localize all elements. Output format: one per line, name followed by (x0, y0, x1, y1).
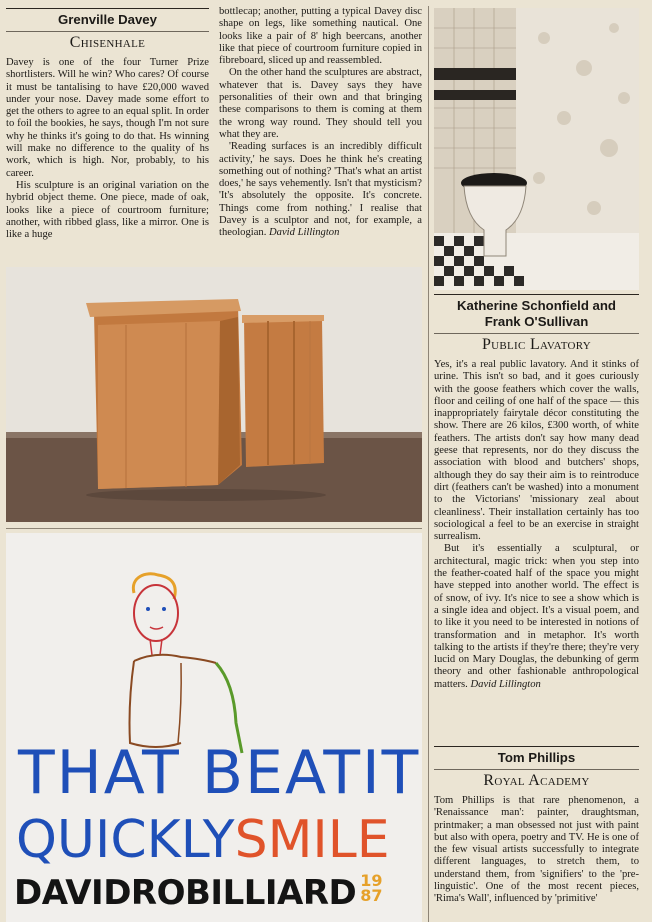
davey-para-2: His sculpture is an original variation on the hybrid object theme. One piece, made of oak, looks like a piece of courtroom furniture; another, with ribbed glass, like a mirror. One is like a huge (6, 179, 209, 241)
heading-rule (6, 31, 209, 32)
davey-para-3: bottlecap; another, putting a typical Davey disc shape on legs, like something nautical. One looks like a pair of 8' high beercans, another like that piece of courtroom furniture copied in fibreboard, sliced up and reassembled. (219, 6, 422, 67)
phillips-heading-rule (434, 769, 639, 770)
phillips-top-rule (434, 746, 639, 747)
schonfield-byline: David Lillington (470, 678, 541, 690)
painting-line-2 (16, 809, 421, 871)
schonfield-para-2: But it's essentially a sculptural, or architectural, magic trick: when you step into the feather-coated half of the space you might have stepped into another world. The effect is of snow, of ivy. It's nice to see a show which is a single idea and object. It's a visual poem, and to like it you need to be interested in notions of transformation and in metaphor. It's worth talking to the artists if they're there; they're very lucid on Mary Douglas, the debunking of germ theory and other fashionable anthropological matters. David Lillington (434, 543, 639, 690)
painting-year (360, 873, 382, 903)
davey-left-column (6, 8, 209, 241)
schonfield-para-1: Yes, it's a real public lavatory. And it stinks of urine. This isn't so bad, and it goes curiously with the goose feathers which cover the walls, floor and ceiling of one half of the space — this inappropriately fairytale décor constituting the show. There are 26 kilos, £300 worth, of white feathers. The artists don't say how many dead geese that represents, nor do they discuss the association with blood and butchers' shops, although they do say their aim is to reintroduce dirt (feathers can't be washed) into a monument to the Victorians' 'missionary zeal about cleanliness'. Their installation certainly has too sociological a feel to be an exercise in straight surrealism. (434, 359, 639, 543)
davey-artist-name: Grenville Davey (58, 12, 157, 27)
sculpture-image (6, 267, 422, 522)
sculpture-photo (6, 267, 422, 522)
davey-para-1: Davey is one of the four Turner Prize shortlisters. Will he win? Who cares? Of course it must be tantalising to have £20,000 waved under your nose. Davey made some effort to get the others to agree to an equal split. In order to foil the bookies, he says, though I'm not sure why he thinks it's going to do that. Hs winning will make no difference to the quality of hs work, which is high. Nor, probably, to his career. (6, 57, 209, 179)
davey-para-4: On the other hand the sculptures are abstract, whatever that is. Davey says they have personalities of their own and that bringing these comparisons to them is coming at them the wrong way round. They should tell you what they are. (219, 67, 422, 140)
lavatory-image (434, 8, 639, 290)
schonfield-heading-rule (434, 333, 639, 334)
robilliard-painting (6, 533, 422, 922)
painting-smile: SMILE (234, 810, 390, 870)
phillips-venue: Royal Academy (483, 772, 590, 789)
phillips-artist-name: Tom Phillips (497, 750, 576, 765)
davey-para-5: 'Reading surfaces is an incredibly difficult activity,' he says. Does he think he's creating something out of nothing? 'That's what an artist does,' he says vehemently. Isn't that mysticism? 'It's absolutely the opposite. It's concrete. Things come from nothing.' I realise that Davey is a sculptor and not, for example, a theologian. David Lillington (219, 141, 422, 239)
davey-byline: David Lillington (269, 227, 340, 239)
schonfield-top-rule (434, 294, 639, 295)
image-divider (6, 528, 422, 529)
phillips-para-1: Tom Phillips is that rare phenomenon, a 'Renaissance man': painter, draughtsman, printmaker; a man obsessed not just with paint but also with opera, poetry and TV. He is one of the few visual artists successfully to integrate different languages, to stretch them, to understand them, from 'signifiers' to the 'pre-linguistic'. One of the most recent pieces, 'Rima's Wall', influenced by 'primitive' (434, 795, 639, 905)
davey-venue: Chisenhale (69, 34, 146, 51)
schonfield-artist-line-2: Frank O'Sullivan (484, 314, 589, 329)
column-divider-1 (428, 6, 429, 922)
lavatory-photo (434, 8, 639, 290)
painting-year-top: 19 (360, 871, 383, 890)
schonfield-venue: Public Lavatory (481, 336, 592, 353)
painting-quickly: QUICKLY (16, 810, 235, 870)
davey-right-column (219, 6, 422, 240)
painting-artist-signature: DAVIDROBILLIARD (14, 873, 357, 913)
painting-year-bottom: 87 (360, 886, 383, 905)
schonfield-column (434, 294, 639, 691)
phillips-column (434, 746, 639, 906)
top-rule (6, 8, 209, 9)
schonfield-artist-line-1: Katherine Schonfield and (456, 298, 616, 313)
painting-line-3 (14, 873, 422, 913)
painting-line-1: THAT BEATIT (18, 738, 421, 808)
